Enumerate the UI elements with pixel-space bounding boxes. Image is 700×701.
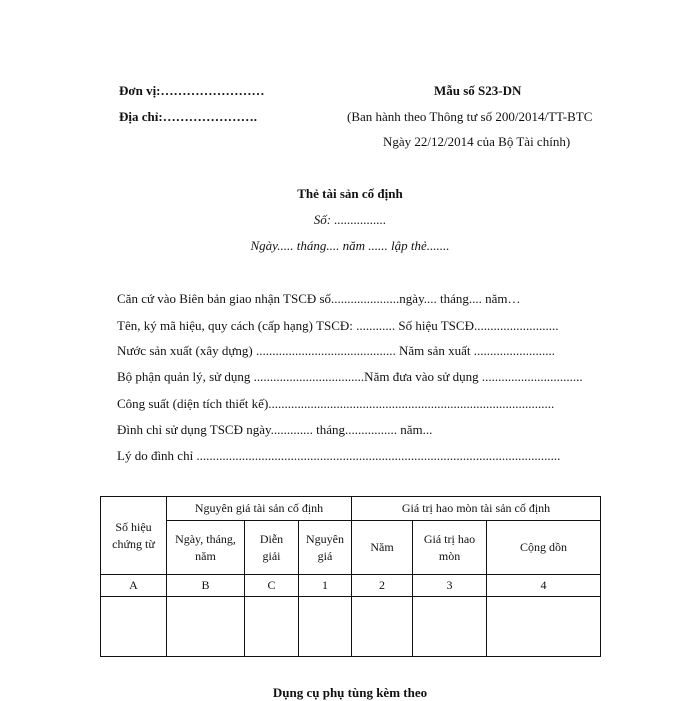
header-depreciation-group: Giá trị hao mòn tài sản cố định <box>352 497 601 521</box>
code-c: C <box>245 575 299 597</box>
empty-cell <box>245 597 299 657</box>
asset-value-table <box>100 496 601 657</box>
table-row <box>101 597 601 657</box>
header-doc-number: Số hiệu chứng từ <box>101 497 167 575</box>
empty-cell <box>299 597 352 657</box>
address-line: Địa chỉ:…………………. <box>119 109 257 124</box>
code-4: 4 <box>487 575 601 597</box>
header-original-cost: Nguyên giá <box>299 521 352 575</box>
code-3: 3 <box>413 575 487 597</box>
field-capacity: Công suất (diện tích thiết kế)........................................................................................ <box>117 396 555 411</box>
header-year: Năm <box>352 521 413 575</box>
card-date-line: Ngày..... tháng.... năm ...... lập thẻ....... <box>250 238 450 253</box>
code-a: A <box>101 575 167 597</box>
field-country-of-manufacture: Nước sản xuất (xây dựng) ........................................... Năm sản xuất ......................... <box>117 343 555 358</box>
code-2: 2 <box>352 575 413 597</box>
code-1: 1 <box>299 575 352 597</box>
empty-cell <box>167 597 245 657</box>
empty-cell <box>352 597 413 657</box>
header-description: Diễn giải <box>245 521 299 575</box>
issued-by-line-1: (Ban hành theo Thông tư số 200/2014/TT-BTC <box>347 109 593 124</box>
field-suspension-reason: Lý do đình chỉ ................................................................................................................ <box>117 448 561 463</box>
header-original-cost-group: Nguyên giá tài sản cố định <box>167 497 352 521</box>
card-number-line: Số: ................ <box>313 212 387 227</box>
field-asset-name: Tên, ký mã hiệu, quy cách (cấp hạng) TSCĐ: ............ Số hiệu TSCĐ.......................... <box>117 318 559 333</box>
accessories-heading: Dụng cụ phụ tùng kèm theo <box>272 685 428 700</box>
empty-cell <box>413 597 487 657</box>
empty-cell <box>487 597 601 657</box>
empty-cell <box>101 597 167 657</box>
code-b: B <box>167 575 245 597</box>
field-handover-record: Căn cứ vào Biên bản giao nhận TSCĐ số.....................ngày.... tháng.... năm… <box>117 291 521 306</box>
unit-line: Đơn vị:…………………… <box>119 83 265 98</box>
header-depreciation-value: Giá trị hao mòn <box>413 521 487 575</box>
document-title: Thẻ tài sản cố định <box>297 186 403 201</box>
header-accumulated: Cộng dồn <box>487 521 601 575</box>
field-suspension-date: Đình chỉ sử dụng TSCĐ ngày............. tháng................ năm... <box>117 422 433 437</box>
header-date: Ngày, tháng, năm <box>167 521 245 575</box>
field-managing-department: Bộ phận quản lý, sử dụng ..................................Năm đưa vào sử dụng ............................... <box>117 369 583 384</box>
form-code: Mẫu số S23-DN <box>434 83 522 98</box>
issued-by-line-2: Ngày 22/12/2014 của Bộ Tài chính) <box>383 134 571 149</box>
